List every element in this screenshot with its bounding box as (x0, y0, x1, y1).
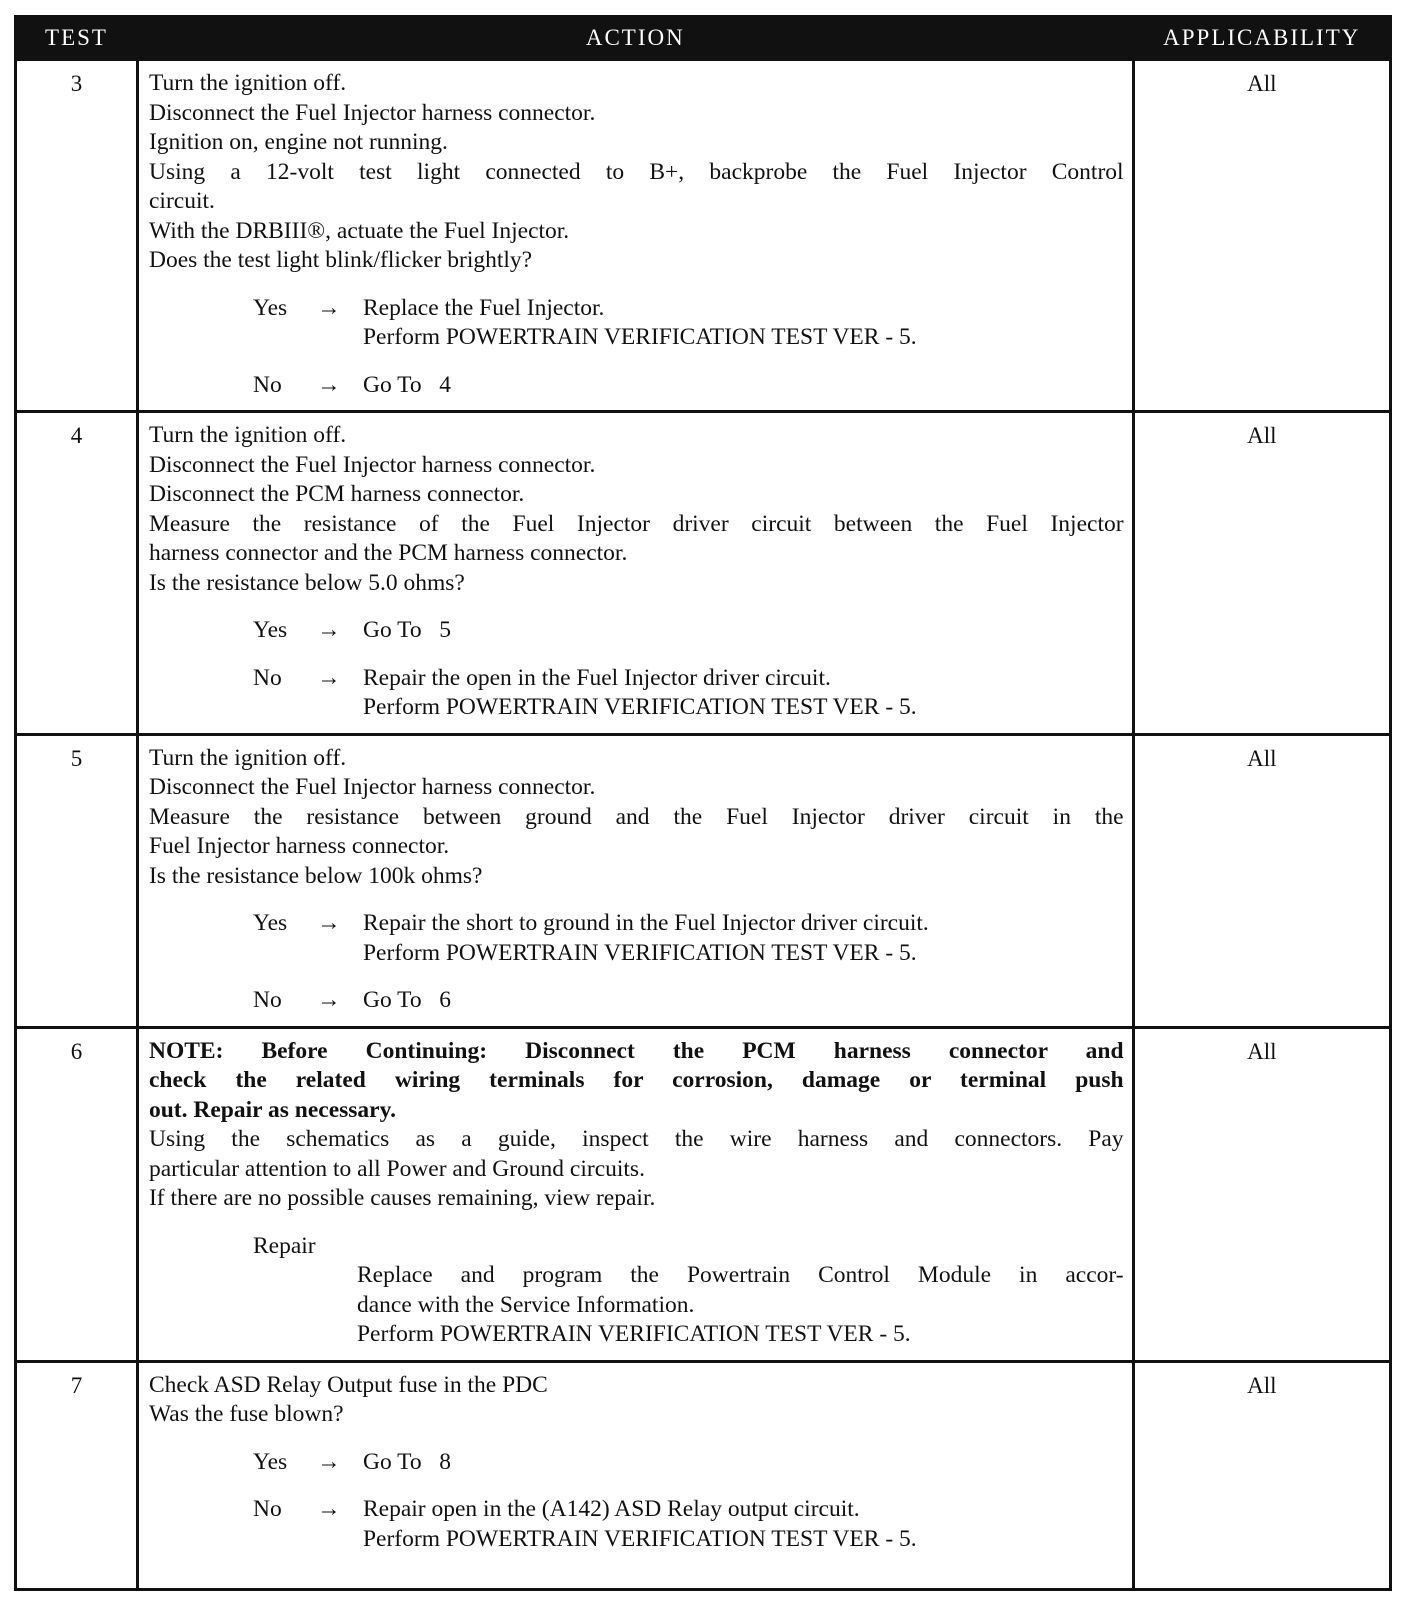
action-line: If there are no possible causes remaining, view repair. (148, 1185, 656, 1211)
yes-result (363, 616, 1124, 646)
applicability-value: All (1133, 60, 1390, 412)
action-cell (137, 60, 1133, 412)
action-line: Is the resistance below 5.0 ohms? (148, 569, 465, 596)
table-row (16, 412, 1391, 735)
repair-text (357, 1261, 1124, 1350)
header-applicability: APPLICABILITY (1133, 17, 1390, 60)
test-number: 3 (16, 60, 138, 412)
test-number: 7 (16, 1361, 138, 1589)
result-line: Repair the open in the Fuel Injector driver circuit. (362, 664, 831, 691)
diagnostic-test-table (14, 15, 1392, 1591)
no-branch (253, 371, 1124, 401)
applicability-value: All (1133, 734, 1390, 1027)
repair-line: Replace and program the Powertrain Control Module in accor- (356, 1262, 1124, 1288)
yes-label: Yes (252, 617, 288, 643)
no-result (363, 664, 1124, 723)
test-number: 5 (16, 734, 138, 1027)
action-line: With the DRBIII®, actuate the Fuel Injector. (148, 217, 570, 244)
right-arrow-icon: → (316, 371, 341, 398)
repair-line: dance with the Service Information. (356, 1291, 695, 1318)
result-line: Perform POWERTRAIN VERIFICATION TEST VER - 5. (362, 694, 917, 720)
test-number: 6 (16, 1027, 138, 1361)
result-line: Replace the Fuel Injector. (362, 294, 605, 321)
action-line: Using the schematics as a guide, inspect the wire harness and connectors. Pay (148, 1126, 1124, 1152)
repair-label: Repair (252, 1232, 316, 1259)
action-line: Is the resistance below 100k ohms? (148, 862, 483, 889)
yes-label: Yes (252, 294, 288, 321)
result-line: Perform POWERTRAIN VERIFICATION TEST VER - 5. (362, 1525, 917, 1552)
right-arrow-icon: → (316, 910, 341, 936)
yes-label: Yes (252, 1448, 288, 1475)
diagnostic-table-page (14, 15, 1392, 1618)
header-action: ACTION (137, 17, 1133, 60)
no-label: No (252, 987, 282, 1013)
right-arrow-icon: → (316, 1448, 341, 1475)
yes-result (363, 909, 1124, 968)
no-branch (253, 664, 1124, 723)
action-line: circuit. (148, 188, 215, 214)
result-line: Go To 5 (362, 617, 451, 643)
table-header-row (16, 17, 1391, 60)
yes-branch (253, 616, 1124, 646)
table-row (16, 1027, 1391, 1361)
action-line: Disconnect the Fuel Injector harness connector. (148, 99, 596, 126)
table-row (16, 734, 1391, 1027)
no-label: No (252, 664, 282, 691)
right-arrow-icon: → (316, 294, 341, 321)
action-line: Using a 12-volt test light connected to B+, backprobe the Fuel Injector Control (148, 158, 1124, 185)
no-result (363, 986, 1124, 1016)
action-cell (137, 412, 1133, 735)
table-row (16, 60, 1391, 412)
right-arrow-icon: → (316, 664, 341, 691)
applicability-value: All (1133, 1027, 1390, 1361)
action-line: Check ASD Relay Output fuse in the PDC (148, 1371, 548, 1398)
action-line: Disconnect the Fuel Injector harness connector. (148, 774, 596, 800)
action-cell (137, 1027, 1133, 1361)
no-result (363, 1495, 1124, 1554)
yes-result (363, 294, 1124, 353)
action-line: Disconnect the PCM harness connector. (148, 481, 525, 507)
right-arrow-icon: → (316, 617, 341, 643)
action-line: Fuel Injector harness connector. (148, 833, 450, 859)
yes-branch (253, 294, 1124, 353)
test-number: 4 (16, 412, 138, 735)
no-branch (253, 986, 1124, 1016)
action-line: Ignition on, engine not running. (148, 129, 448, 155)
action-line: Disconnect the Fuel Injector harness connector. (148, 451, 596, 478)
applicability-value: All (1133, 1361, 1390, 1589)
result-line: Perform POWERTRAIN VERIFICATION TEST VER - 5. (362, 324, 917, 350)
result-line: Repair open in the (A142) ASD Relay output circuit. (362, 1496, 860, 1522)
repair-line: Perform POWERTRAIN VERIFICATION TEST VER - 5. (356, 1321, 911, 1347)
action-line: Turn the ignition off. (148, 422, 347, 448)
result-line: Go To 4 (362, 371, 451, 398)
action-line: harness connector and the PCM harness connector. (148, 540, 628, 566)
action-line: Measure the resistance of the Fuel Injector driver circuit between the Fuel Injector (148, 510, 1124, 537)
action-line: Does the test light blink/flicker brightly? (148, 247, 533, 273)
result-line: Perform POWERTRAIN VERIFICATION TEST VER - 5. (362, 939, 917, 966)
right-arrow-icon: → (316, 1496, 341, 1522)
action-cell (137, 734, 1133, 1027)
result-line: Go To 6 (362, 987, 451, 1013)
action-line: Turn the ignition off. (148, 744, 347, 771)
action-line: Measure the resistance between ground and the Fuel Injector driver circuit in the (148, 803, 1124, 830)
action-line: Was the fuse blown? (148, 1401, 344, 1427)
action-line: Turn the ignition off. (148, 70, 347, 96)
result-line: Go To 8 (362, 1448, 451, 1475)
no-branch (253, 1495, 1124, 1554)
yes-branch (253, 909, 1124, 968)
no-label: No (252, 1496, 282, 1522)
note-line: out. Repair as necessary. (148, 1096, 396, 1123)
right-arrow-icon: → (316, 987, 341, 1013)
note-line: NOTE: Before Continuing: Disconnect the PCM harness connector and (148, 1037, 1124, 1064)
yes-result (363, 1448, 1124, 1478)
no-label: No (252, 371, 282, 398)
table-row (16, 1361, 1391, 1589)
yes-branch (253, 1448, 1124, 1478)
note-line: check the related wiring terminals for corrosion, damage or terminal push (148, 1067, 1124, 1093)
action-line: particular attention to all Power and Ground circuits. (148, 1155, 645, 1182)
repair-block (149, 1232, 1124, 1350)
result-line: Repair the short to ground in the Fuel Injector driver circuit. (362, 910, 929, 936)
action-cell (137, 1361, 1133, 1589)
no-result (363, 371, 1124, 401)
yes-label: Yes (252, 910, 288, 936)
header-test: TEST (16, 17, 138, 60)
applicability-value: All (1133, 412, 1390, 735)
